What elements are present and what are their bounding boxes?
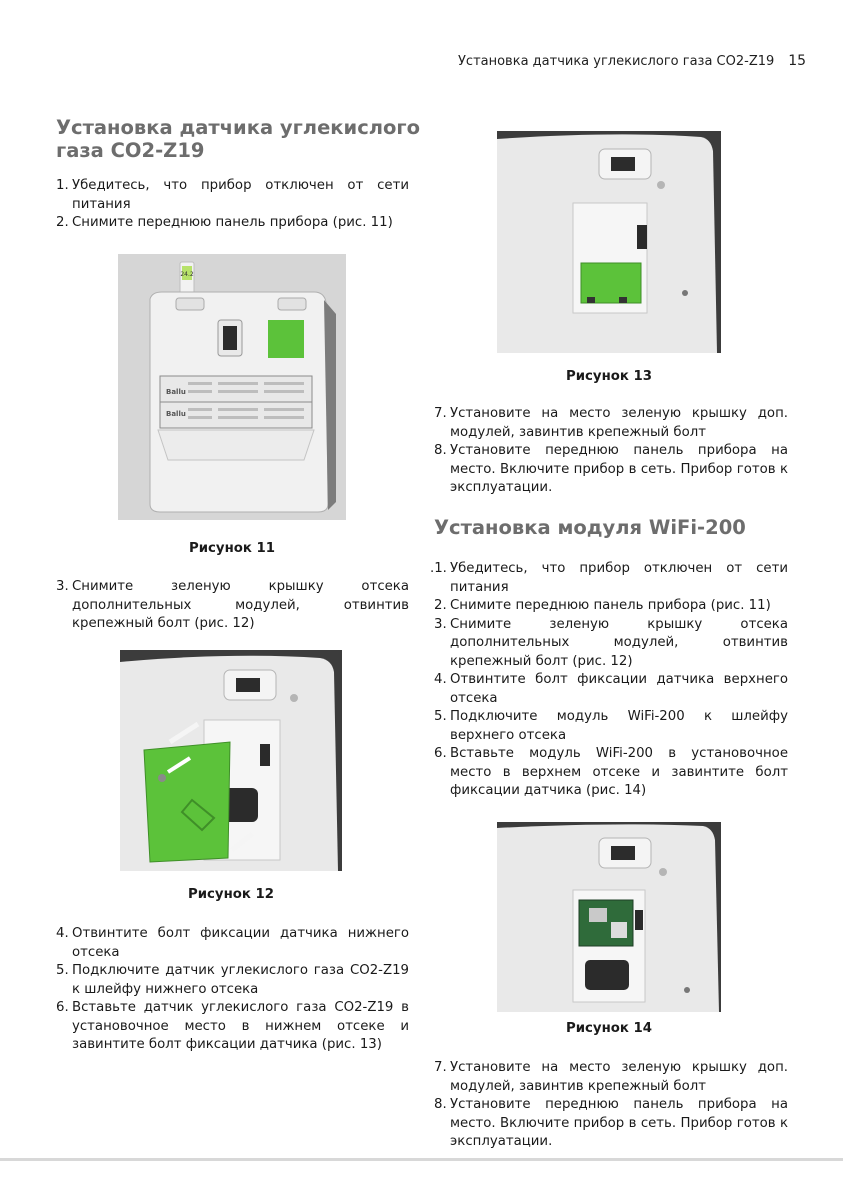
figure-14-image: [497, 822, 721, 1012]
list-item: 5. Подключите датчик углекислого газа CO2-Z19 к шлейфу нижнего отсека: [56, 963, 409, 997]
list-item: 1. Убедитесь, что прибор отключен от сети питания: [56, 178, 409, 212]
steps-list-3: [56, 925, 409, 1055]
list-item: 5. Подключите модуль WiFi-200 к шлейфу верхнего отсека: [434, 709, 788, 743]
page-number: 15: [788, 53, 807, 69]
list-item: 2. Снимите переднюю панель прибора (рис. 11): [56, 215, 393, 230]
list-item: 8. Установите переднюю панель прибора на место. Включите прибор в сеть. Прибор готов к эксплуатации.: [434, 1097, 788, 1149]
list-item: 3. Снимите зеленую крышку отсека дополнительных модулей, отвинтив крепежный болт (рис. 12): [434, 616, 788, 669]
list-item: .1. Убедитесь, что прибор отключен от сети питания: [430, 561, 788, 595]
page-divider: [0, 1158, 843, 1161]
figure-13-caption: Рисунок 13: [565, 369, 653, 384]
steps-list-2: [56, 578, 409, 634]
svg-text:24.2: 24.2: [180, 271, 194, 278]
running-header: [458, 53, 806, 69]
list-item: 4. Отвинтите болт фиксации датчика нижнего отсека: [56, 926, 409, 960]
list-item: 3. Снимите зеленую крышку отсека дополнительных модулей, отвинтив крепежный болт (рис. 12): [56, 579, 409, 631]
list-item: 7. Установите на место зеленую крышку доп. модулей, завинтив крепежный болт: [434, 1060, 788, 1094]
figure-11-caption: Рисунок 11: [188, 541, 276, 556]
figure-14-caption: Рисунок 14: [565, 1021, 653, 1036]
svg-text:Ballu: Ballu: [166, 388, 186, 396]
list-item: 6. Вставьте датчик углекислого газа CO2-Z19 в установочное место в нижнем отсеке и завинтите болт фиксации датчика (рис. 13): [56, 1000, 409, 1052]
figure-13-image: [497, 131, 721, 353]
figure-11-image: [118, 254, 346, 520]
list-item: 8. Установите переднюю панель прибора на место. Включите прибор в сеть. Прибор готов к эксплуатации.: [434, 443, 788, 495]
section-title-wifi: Установка модуля WiFi-200: [434, 516, 746, 539]
section-title-co2: [56, 116, 426, 162]
running-header-title: Установка датчика углекислого газа CO2-Z19: [458, 54, 775, 69]
svg-text:Ballu: Ballu: [166, 410, 186, 418]
section-title-line1: Установка датчика углекислого: [56, 116, 421, 139]
figure-12-caption: Рисунок 12: [187, 887, 275, 902]
steps-list-5: [430, 560, 788, 801]
steps-list-4: [434, 405, 788, 498]
list-item: 2. Снимите переднюю панель прибора (рис. 11): [434, 598, 771, 613]
section-title-line2: газа CO2-Z19: [56, 139, 205, 162]
list-item: 6. Вставьте модуль WiFi-200 в установочное место в верхнем отсеке и завинтите болт фиксации датчика (рис. 14): [434, 746, 788, 798]
list-item: 7. Установите на место зеленую крышку доп. модулей, завинтив крепежный болт: [434, 406, 788, 440]
list-item: 4. Отвинтите болт фиксации датчика верхнего отсека: [434, 672, 788, 706]
steps-list-1: [56, 177, 409, 233]
figure-12-image: [120, 650, 342, 871]
steps-list-6: [434, 1059, 788, 1152]
